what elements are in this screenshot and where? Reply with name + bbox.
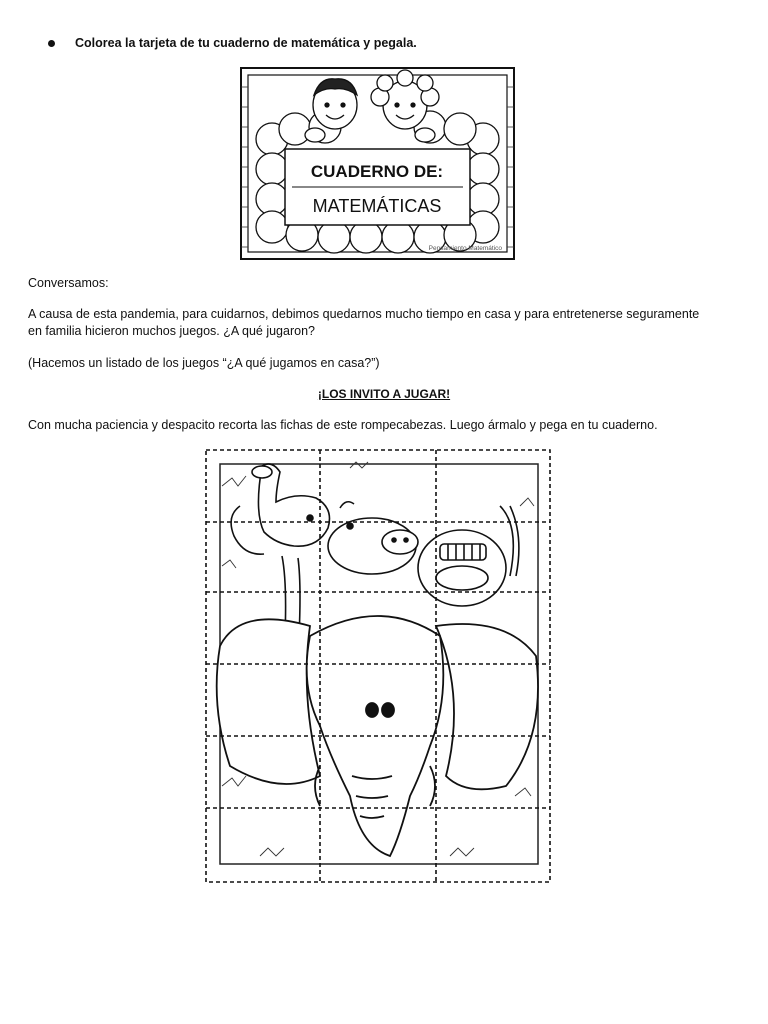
game-instructions: Con mucha paciencia y despacito recorta las fichas de este rompecabezas. Luego ármalo y pega en tu cuaderno.	[28, 418, 658, 432]
intro-bullet	[48, 36, 417, 50]
notebook-card-illustration	[240, 67, 515, 260]
conversation-paragraph-line1: A causa de esta pandemia, para cuidarnos, debimos quedarnos mucho tiempo en casa y para entretenerse seguramente	[28, 307, 700, 321]
puzzle-illustration	[200, 446, 556, 886]
game-heading: ¡LOS INVITO A JUGAR!	[317, 387, 451, 401]
bullet-icon	[48, 40, 55, 47]
conversation-list-note: (Hacemos un listado de los juegos “¿A qué jugamos en casa?”)	[28, 356, 380, 370]
puzzle-sheet	[200, 446, 556, 886]
card-subject: MATEMÁTICAS	[312, 196, 442, 216]
conversation-paragraph-line2: en familia hicieron muchos juegos. ¿A qué jugaron?	[28, 324, 315, 338]
conversation-heading: Conversamos:	[28, 276, 109, 290]
card-title: CUADERNO DE:	[310, 162, 444, 181]
card-watermark: Pensamiento Matemático	[428, 245, 502, 252]
notebook-card	[240, 67, 515, 260]
intro-instruction: Colorea la tarjeta de tu cuaderno de matemática y pegala.	[75, 36, 417, 50]
